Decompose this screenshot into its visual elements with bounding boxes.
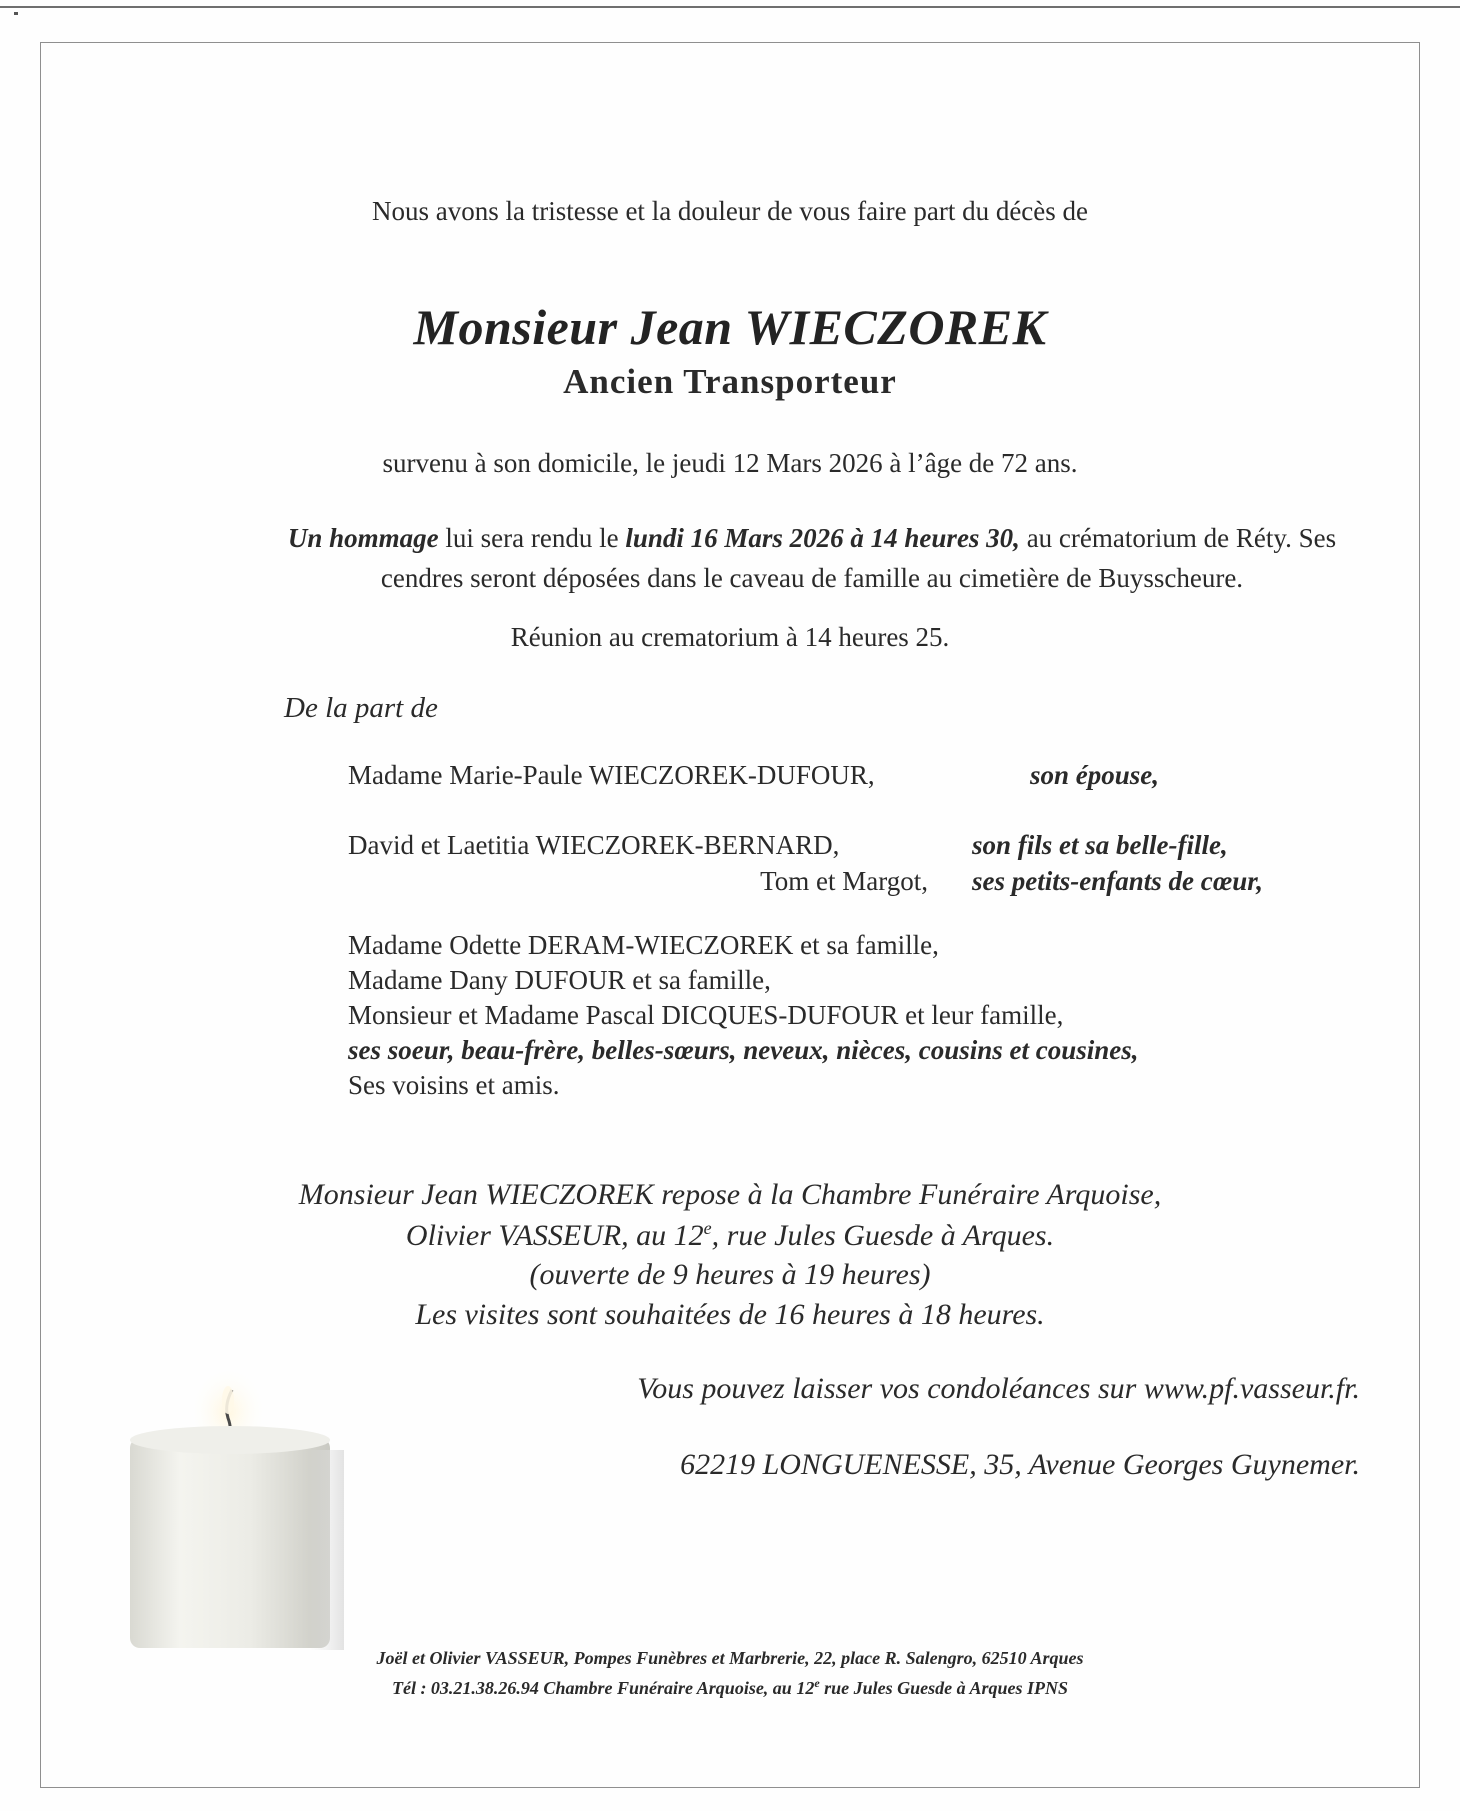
family-member: Tom et Margot, bbox=[760, 866, 928, 896]
family-line: Monsieur et Madame Pascal DICQUES-DUFOUR et leur famille, bbox=[348, 1000, 1064, 1030]
footer-address: rue Jules Guesde à Arques IPNS bbox=[819, 1678, 1069, 1698]
hommage-date: lundi 16 Mars 2026 à 14 heures 30, bbox=[625, 523, 1020, 553]
repose-line-2 bbox=[0, 1218, 1460, 1253]
family-line: Madame Odette DERAM-WIECZOREK et sa famille, bbox=[348, 930, 939, 960]
hommage-label: Un hommage bbox=[287, 523, 439, 553]
repose-street: , rue Jules Guesde à Arques. bbox=[711, 1219, 1055, 1252]
repose-visits: Les visites sont souhaitées de 16 heures à 18 heures. bbox=[415, 1298, 1045, 1331]
family-line: Madame Dany DUFOUR et sa famille, bbox=[348, 965, 771, 995]
family-intro: De la part de bbox=[284, 692, 438, 724]
neighbors-line: Ses voisins et amis. bbox=[348, 1070, 560, 1100]
ordinal-suffix: e bbox=[814, 1676, 820, 1690]
family-member: Madame Marie-Paule WIECZOREK-DUFOUR, bbox=[348, 760, 875, 790]
footer-phone: Tél : 03.21.38.26.94 Chambre Funéraire Arquoise, au 12 bbox=[391, 1678, 815, 1698]
reunion-text: Réunion au crematorium à 14 heures 25. bbox=[510, 622, 950, 652]
repose-hours: (ouverte de 9 heures à 19 heures) bbox=[529, 1258, 931, 1291]
scan-mark bbox=[14, 12, 18, 15]
deceased-profession: Ancien Transporteur bbox=[563, 362, 897, 401]
family-member: David et Laetitia WIECZOREK-BERNARD, bbox=[348, 830, 840, 860]
ceremony-text bbox=[262, 518, 1362, 598]
repose-line-1: Monsieur Jean WIECZOREK repose à la Chambre Funéraire Arquoise, bbox=[298, 1178, 1162, 1211]
condolences-line: Vous pouvez laisser vos condoléances sur www.pf.vasseur.fr. bbox=[637, 1372, 1360, 1405]
ordinal-suffix: e bbox=[703, 1218, 712, 1238]
death-notice: survenu à son domicile, le jeudi 12 Mars 2026 à l’âge de 72 ans. bbox=[382, 448, 1078, 478]
intro-text: Nous avons la tristesse et la douleur de vous faire part du décès de bbox=[371, 196, 1089, 226]
family-relation: ses petits-enfants de cœur, bbox=[972, 866, 1264, 896]
funeral-home-address: 62219 LONGUENESSE, 35, Avenue Georges Guynemer. bbox=[680, 1448, 1360, 1481]
deceased-name: Monsieur Jean WIECZOREK bbox=[413, 299, 1047, 355]
family-relation: son fils et sa belle-fille, bbox=[972, 830, 1228, 860]
hommage-text-1: lui sera rendu le bbox=[438, 523, 626, 553]
footer-funeral-home: Joël et Olivier VASSEUR, Pompes Funèbres et Marbrerie, 22, place R. Salengro, 62510 Arques bbox=[376, 1648, 1084, 1668]
scan-top-line bbox=[0, 6, 1460, 8]
family-relation: son épouse, bbox=[1030, 760, 1160, 790]
candle-icon bbox=[110, 1360, 350, 1660]
hommage-text-2: au crématorium de Réty. Ses cendres seront déposées dans le caveau de famille au cimetière de Buysscheure. bbox=[380, 523, 1337, 593]
footer-contact bbox=[0, 1676, 1460, 1699]
repose-address: Olivier VASSEUR, au 12 bbox=[405, 1219, 704, 1252]
extended-family-relation: ses soeur, beau-frère, belles-sœurs, neveux, nièces, cousins et cousines, bbox=[348, 1035, 1139, 1065]
